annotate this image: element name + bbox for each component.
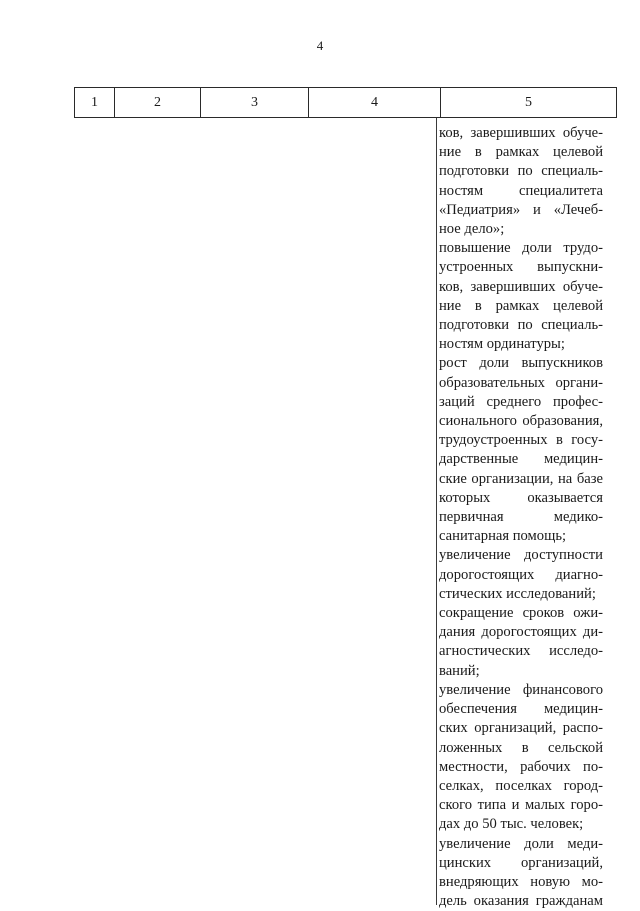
column-header-table [74,87,617,118]
column-5-line: ложенных в сельской [439,739,603,756]
column-5-left-border [436,118,437,905]
column-5-line: ние в рамках целевой [439,144,603,161]
column-header-3: 3 [201,88,309,118]
column-5-line: агностических исследо- [439,643,603,660]
column-5-line: ваний; [439,662,480,679]
column-5-line: подготовки по специаль- [439,163,603,180]
column-5-line: сокращение сроков ожи- [439,605,603,622]
column-5-line: сионального образования, [439,413,603,430]
column-5-line: дания дорогостоящих ди- [439,624,603,641]
column-header-5: 5 [441,88,617,118]
column-5-line: ностям ординатуры; [439,336,565,353]
column-5-line: ские организации, на базе [439,470,603,487]
column-5-line: которых оказывается [439,489,603,506]
column-5-line: рост доли выпускников [439,355,603,372]
column-5-line: ского типа и малых горо- [439,797,603,814]
column-5-content [439,124,603,911]
column-5-line: трудоустроенных в госу- [439,432,603,449]
column-5-line: устроенных выпускни- [439,259,603,276]
column-header-row [75,88,617,118]
column-5-line: цинских организаций, [439,854,603,871]
column-5-line: санитарная помощь; [439,528,567,545]
column-5-line: дах до 50 тыс. человек; [439,816,584,833]
column-5-line: дорогостоящих диагно- [439,566,603,583]
column-5-line: обеспечения медицин- [439,701,603,718]
column-5-line: селках, поселках город- [439,777,603,794]
column-5-line: увеличение доступности [439,547,603,564]
column-5-line: увеличение доли меди- [439,835,603,852]
column-5-line: ков, завершивших обуче- [439,125,603,141]
column-5-line: ностям специалитета [439,182,603,199]
column-5-line: стических исследований; [439,585,596,602]
column-5-line: местности, рабочих по- [439,758,603,775]
column-5-line: подготовки по специаль- [439,317,603,334]
column-header-2: 2 [115,88,201,118]
column-header-4: 4 [309,88,441,118]
column-5-line: дарственные медицин- [439,451,603,468]
page-number: 4 [316,38,324,53]
column-5-line: первичная медико- [439,509,603,526]
column-5-line: ние в рамках целевой [439,297,603,314]
column-5-line: ских организаций, распо- [439,720,603,737]
column-5-line: заций среднего профес- [439,393,603,410]
column-5-line: повышение доли трудо- [439,240,603,257]
column-header-1: 1 [75,88,115,118]
column-5-line: образовательных органи- [439,374,603,391]
column-5-line: ное дело»; [439,221,505,238]
column-5-line: дель оказания гражданам [439,893,603,910]
column-5-line: внедряющих новую мо- [439,873,603,890]
column-5-line: «Педиатрия» и «Лечеб- [439,201,603,218]
column-5-line: ков, завершивших обуче- [439,278,603,295]
column-5-line: увеличение финансового [439,681,603,698]
